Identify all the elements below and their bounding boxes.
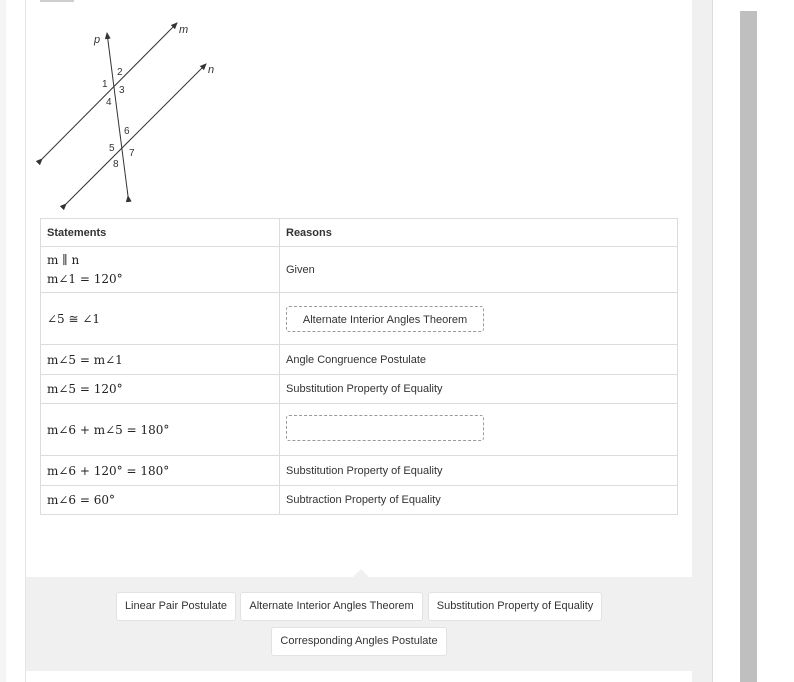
statement-line: m∠6 + 120° = 180°: [47, 463, 170, 478]
chip-substitution-property-of-equality[interactable]: Substitution Property of Equality: [429, 593, 601, 620]
statement-line: m∠1 = 120°: [47, 271, 123, 286]
line-m: [42, 23, 177, 159]
statement-line: m∠5 = 120°: [47, 382, 123, 396]
top-divider: [40, 0, 74, 2]
chip-corresponding-angles-postulate[interactable]: Corresponding Angles Postulate: [272, 628, 446, 655]
statement-line: m ∥ n: [47, 252, 80, 267]
table-row: [41, 486, 678, 515]
statement-cell: [41, 456, 280, 486]
statement-line: m∠6 + m∠5 = 180°: [47, 422, 170, 437]
reason-cell: Angle Congruence Postulate: [280, 345, 678, 375]
angle-label-8: 8: [113, 159, 119, 170]
left-edge: [0, 0, 6, 682]
statement-line: m∠6 = 60°: [47, 493, 116, 507]
page-gutter: [692, 0, 712, 682]
statement-cell: [41, 486, 280, 515]
label-line-p: p: [94, 34, 101, 46]
header-statements: Statements: [41, 219, 280, 247]
table-row: [41, 404, 678, 456]
angle-label-7: 7: [129, 148, 135, 159]
angle-label-2: 2: [117, 67, 123, 78]
answer-tray: [26, 577, 692, 671]
angle-label-1: 1: [102, 79, 108, 90]
reason-cell: Given: [280, 247, 678, 293]
proof-table: [40, 218, 678, 515]
reason-cell: [280, 404, 678, 456]
angle-label-5: 5: [109, 143, 115, 154]
reason-cell: Substitution Property of Equality: [280, 456, 678, 486]
line-n: [66, 64, 206, 204]
table-header-row: [41, 219, 678, 247]
reason-dropzone-empty[interactable]: [286, 415, 484, 441]
statement-line: m∠5 = m∠1: [47, 352, 123, 367]
line-p: [107, 33, 128, 196]
reason-cell: Subtraction Property of Equality: [280, 486, 678, 515]
statement-cell: [41, 293, 280, 345]
chip-alternate-interior-angles-theorem[interactable]: Alternate Interior Angles Theorem: [241, 593, 422, 620]
table-row: [41, 293, 678, 345]
reason-cell: Substitution Property of Equality: [280, 375, 678, 404]
statement-cell: [41, 345, 280, 375]
label-line-m: m: [179, 24, 189, 36]
header-reasons: Reasons: [280, 219, 678, 247]
scrollbar[interactable]: [740, 11, 757, 682]
angle-label-4: 4: [106, 97, 112, 108]
parallel-lines-figure: [36, 16, 226, 212]
statement-cell: [41, 404, 280, 456]
reason-dropzone-filled[interactable]: Alternate Interior Angles Theorem: [286, 306, 484, 332]
table-row: [41, 456, 678, 486]
statement-cell: [41, 247, 280, 293]
table-row: [41, 247, 678, 293]
statement-cell: [41, 375, 280, 404]
angle-label-6: 6: [124, 126, 130, 137]
statement-line: ∠5 ≅ ∠1: [47, 311, 101, 326]
reason-cell: [280, 293, 678, 345]
tray-pointer: [353, 569, 369, 577]
table-row: [41, 375, 678, 404]
table-row: [41, 345, 678, 375]
angle-label-3: 3: [119, 85, 125, 96]
label-line-n: n: [208, 64, 215, 76]
chip-linear-pair-postulate[interactable]: Linear Pair Postulate: [117, 593, 235, 620]
